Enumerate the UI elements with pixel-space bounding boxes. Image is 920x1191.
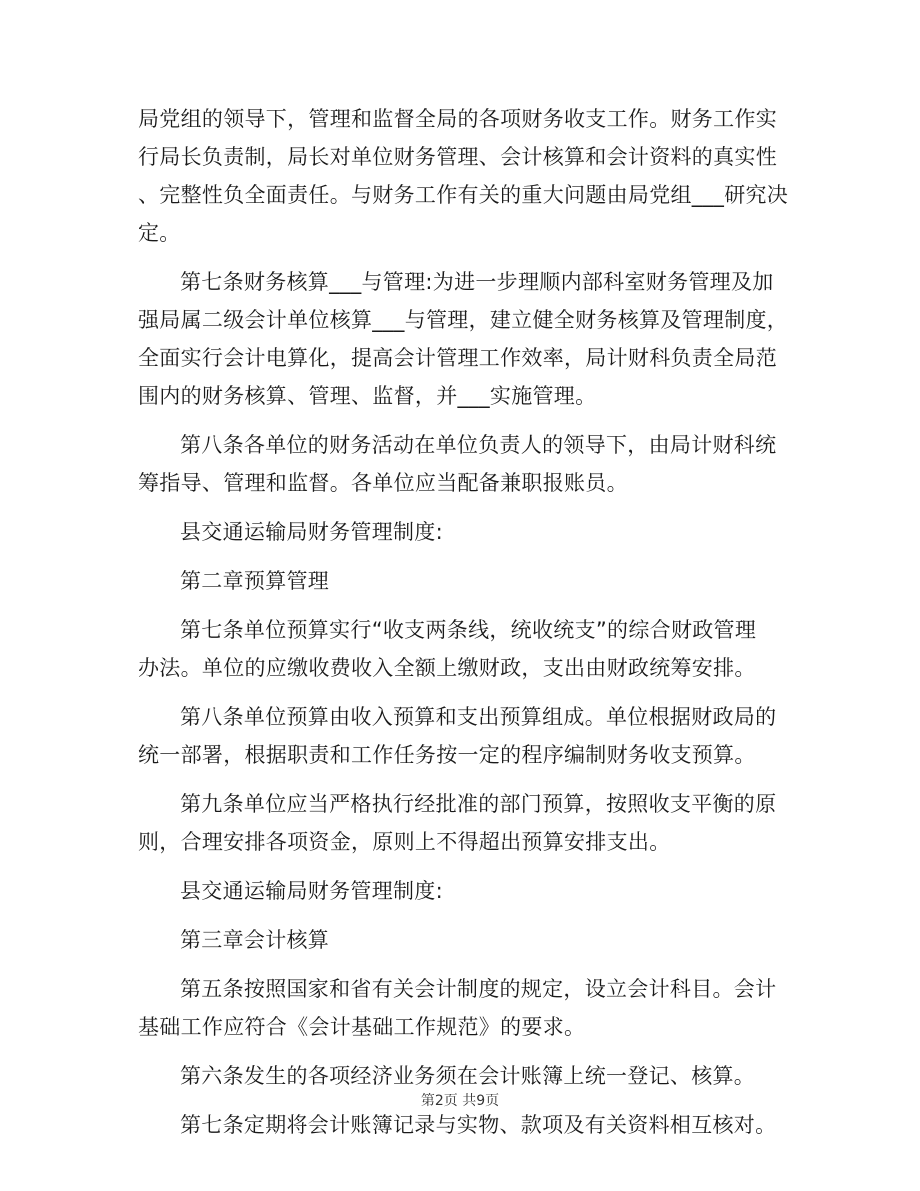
text-line: 第七条单位预算实行“收支两条线，统收统支”的综合财政管理 xyxy=(180,618,757,642)
chapter-heading: 第二章预算管理 xyxy=(180,569,330,593)
text-line: 第九条单位应当严格执行经批准的部门预算，按照收支平衡的原 xyxy=(180,792,777,816)
text-line: 第七条定期将会计账簿记录与实物、款项及有关资料相互核对。 xyxy=(180,1113,777,1137)
text-line: 强局属二级会计单位核算___与管理，建立健全财务核算及管理制度， xyxy=(138,308,789,332)
text-line: 全面实行会计电算化，提高会计管理工作效率，局计财科负责全局范 xyxy=(138,346,777,370)
text-line: 局党组的领导下，管理和监督全局的各项财务收支工作。财务工作实 xyxy=(138,107,777,131)
text-line: 定。 xyxy=(138,221,181,245)
text-line: 第八条各单位的财务活动在单位负责人的领导下，由局计财科统 xyxy=(180,433,777,457)
chapter-heading: 第三章会计核算 xyxy=(180,928,330,952)
text-line: 围内的财务核算、管理、监督，并___实施管理。 xyxy=(138,384,597,408)
document-body xyxy=(138,100,789,1144)
section-heading: 县交通运输局财务管理制度: xyxy=(180,520,443,544)
section-heading: 县交通运输局财务管理制度: xyxy=(180,879,443,903)
text-line: 基础工作应符合《会计基础工作规范》的要求。 xyxy=(138,1015,586,1039)
text-line: 第七条财务核算___与管理:为进一步理顺内部科室财务管理及加 xyxy=(180,270,774,294)
text-line: 则，合理安排各项资金，原则上不得超出预算安排支出。 xyxy=(138,830,671,854)
page-number: 第2页 共9页 xyxy=(420,1093,500,1109)
text-line: 筹指导、管理和监督。各单位应当配备兼职报账员。 xyxy=(138,471,628,495)
text-line: 第八条单位预算由收入预算和支出预算组成。单位根据财政局的 xyxy=(180,705,777,729)
text-line: 统一部署，根据职责和工作任务按一定的程序编制财务收支预算。 xyxy=(138,743,756,767)
text-line: 行局长负责制，局长对单位财务管理、会计核算和会计资料的真实性 xyxy=(138,145,777,169)
text-line: 、完整性负全面责任。与财务工作有关的重大问题由局党组___研究决 xyxy=(138,183,789,207)
text-line: 办法。单位的应缴收费收入全额上缴财政，支出由财政统筹安排。 xyxy=(138,656,756,680)
text-line: 第五条按照国家和省有关会计制度的规定，设立会计科目。会计 xyxy=(180,977,777,1001)
text-line: 第六条发生的各项经济业务须在会计账簿上统一登记、核算。 xyxy=(180,1064,756,1088)
